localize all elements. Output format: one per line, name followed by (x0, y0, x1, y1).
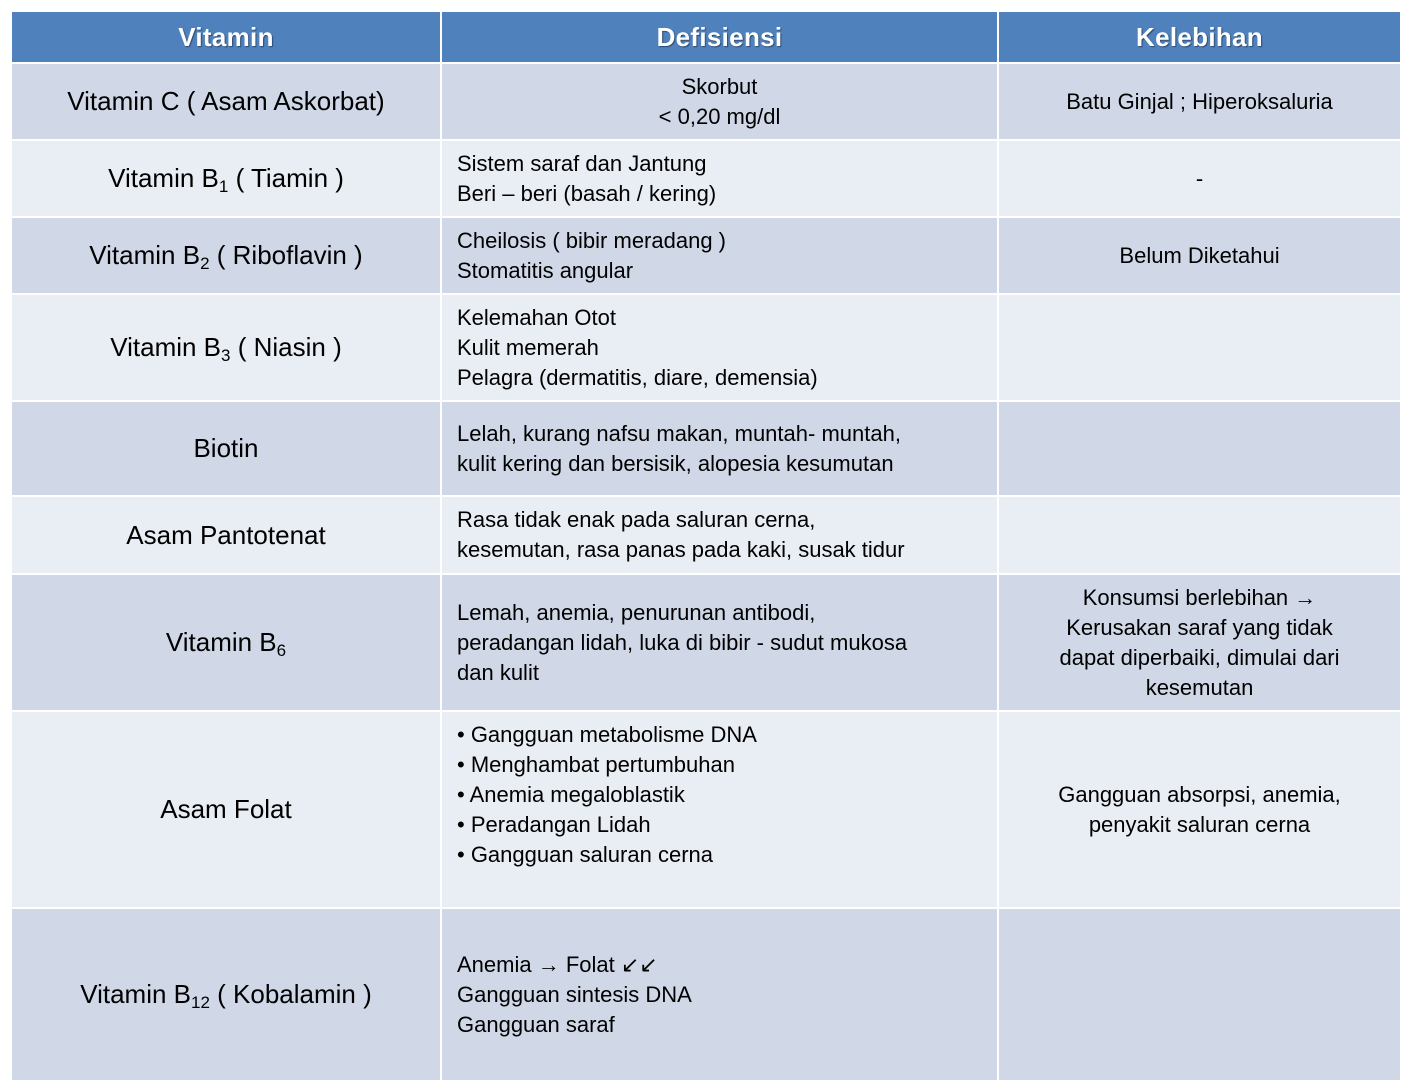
name-text: ( Riboflavin ) (209, 240, 363, 270)
name-text: Vitamin B (89, 240, 201, 270)
def-line: peradangan lidah, luka di bibir - sudut mukosa (457, 629, 908, 655)
keb-line: Konsumsi berlebihan → (1082, 584, 1317, 610)
keb-line: dapat diperbaiki, dimulai dari (1059, 644, 1340, 670)
def-line: Gangguan saraf (457, 1011, 615, 1037)
def-line: Lemah, anemia, penurunan antibodi, (457, 599, 816, 625)
row-biotin-defisiensi (442, 402, 997, 495)
def-bullet: • Gangguan metabolisme DNA (457, 722, 757, 747)
row-biotin-name: Biotin (12, 402, 440, 495)
name-text: Vitamin B (110, 332, 222, 362)
keb-line: Kerusakan saraf yang tidak (1066, 614, 1333, 640)
row-vitamin-c-defisiensi (442, 64, 997, 139)
name-text: ( Kobalamin ) (209, 979, 372, 1009)
name-text: Vitamin B (80, 979, 192, 1009)
row-asam-pantotenat-name: Asam Pantotenat (12, 497, 440, 573)
row-vitamin-b2-defisiensi (442, 218, 997, 293)
header-vitamin: Vitamin (12, 12, 440, 62)
row-asam-folat-name: Asam Folat (12, 712, 440, 907)
row-asam-folat-kelebihan (999, 712, 1400, 907)
row-biotin-kelebihan (999, 402, 1400, 495)
row-vitamin-b3-name (12, 295, 440, 400)
header-defisiensi: Defisiensi (442, 12, 997, 62)
row-asam-folat-defisiensi (442, 712, 997, 907)
row-vitamin-b2-kelebihan: Belum Diketahui (999, 218, 1400, 293)
def-line: Skorbut (681, 73, 758, 99)
row-vitamin-c-kelebihan: Batu Ginjal ; Hiperoksaluria (999, 64, 1400, 139)
name-text: Vitamin B (108, 163, 219, 193)
row-vitamin-b6-name (12, 575, 440, 710)
name-subscript: 12 (191, 993, 210, 1012)
row-vitamin-b3-defisiensi (442, 295, 997, 400)
def-line: kesemutan, rasa panas pada kaki, susak tidur (457, 537, 905, 562)
row-vitamin-b3-kelebihan (999, 295, 1400, 400)
def-line: Sistem saraf dan Jantung (457, 150, 707, 176)
def-bullet: • Menghambat pertumbuhan (457, 752, 735, 777)
name-subscript: 1 (218, 177, 229, 196)
header-kelebihan: Kelebihan (999, 12, 1400, 62)
def-line: Cheilosis ( bibir meradang ) (457, 227, 726, 253)
vitamin-table (12, 12, 1396, 1062)
def-bullet: • Anemia megaloblastik (457, 782, 685, 807)
name-text: ( Niasin ) (230, 332, 342, 362)
name-subscript: 3 (221, 346, 231, 365)
row-vitamin-b12-defisiensi (442, 909, 997, 1080)
row-vitamin-b1-name (12, 141, 440, 216)
def-line: Kelemahan Otot (457, 304, 616, 330)
row-vitamin-c-name: Vitamin C ( Asam Askorbat) (12, 64, 440, 139)
keb-line: kesemutan (1145, 674, 1254, 700)
keb-line: Gangguan absorpsi, anemia, (1058, 781, 1341, 807)
def-line: Rasa tidak enak pada saluran cerna, (457, 507, 816, 532)
def-line: kulit kering dan bersisik, alopesia kesumutan (457, 450, 894, 476)
name-text: Vitamin B (165, 627, 277, 657)
name-subscript: 2 (200, 254, 210, 273)
row-asam-pantotenat-kelebihan (999, 497, 1400, 573)
def-bullet: • Gangguan saluran cerna (457, 842, 713, 867)
row-vitamin-b2-name (12, 218, 440, 293)
def-line: Pelagra (dermatitis, diare, demensia) (457, 364, 818, 390)
def-line: Gangguan sintesis DNA (457, 981, 692, 1007)
row-asam-pantotenat-defisiensi (442, 497, 997, 573)
row-vitamin-b6-defisiensi (442, 575, 997, 710)
name-text: ( Tiamin ) (228, 163, 344, 193)
row-vitamin-b12-name (12, 909, 440, 1080)
row-vitamin-b1-kelebihan: - (999, 141, 1400, 216)
def-line: Kulit memerah (457, 334, 599, 360)
row-vitamin-b1-defisiensi (442, 141, 997, 216)
def-line: Lelah, kurang nafsu makan, muntah- muntah, (457, 420, 901, 446)
def-line: < 0,20 mg/dl (658, 103, 781, 129)
def-line: dan kulit (457, 659, 539, 685)
keb-line: penyakit saluran cerna (1088, 811, 1311, 837)
row-vitamin-b12-kelebihan (999, 909, 1400, 1080)
def-line: Beri – beri (basah / kering) (457, 180, 717, 206)
def-line: Stomatitis angular (457, 257, 634, 283)
name-subscript: 6 (276, 641, 287, 660)
def-line: Anemia → Folat ↙↙ (457, 951, 658, 977)
row-vitamin-b6-kelebihan (999, 575, 1400, 710)
def-bullet: • Peradangan Lidah (457, 812, 651, 837)
